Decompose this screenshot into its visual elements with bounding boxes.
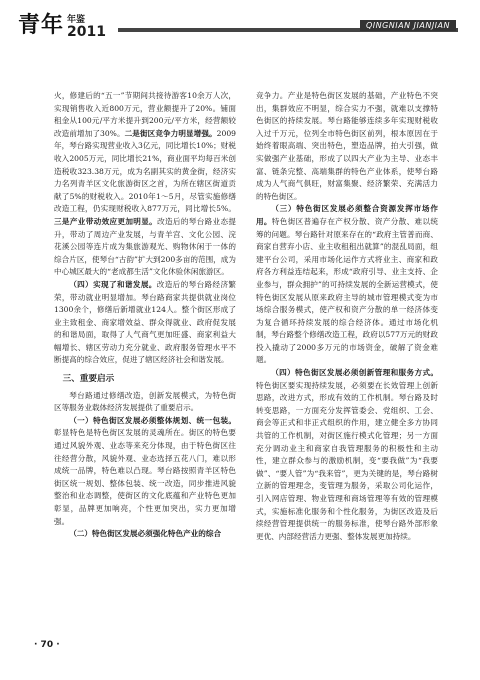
text: 彰显特色是特色街区发展的灵魂所在。街区的特色要通过风貌外观、业态等来充分体现，由于特色街区往往经营分散，风貌外观、业态选择五花八门，难以形成统一品牌，特色难以凸现。琴台路按照青羊区特色街区统一规划、整体包装、统一改造，同步推进风貌整治和业态调整，使街区的文化底蕴和产业特色更加彰显，品牌更加响亮，个性更加突出，实力更加增强。 — [54, 428, 236, 526]
text: 改造后的琴台路业态提升，带动了周边产业发展，与青羊宫、文化公园、浣花溪公园等连片成为集旅游观光、购物休闲于一体的综合片区，使琴台“古韵”扩大到200多亩的范围，成为中心城区最大的“老成都生活”文化休验休闲旅游区。 — [54, 216, 237, 277]
paragraph — [54, 279, 236, 367]
logo-sub — [67, 16, 106, 39]
logo-sub-top: 年鉴 — [67, 15, 86, 25]
subheading: （一）特色街区发展必须整体规划、统一包装。 — [69, 415, 236, 425]
paragraph: 竞争力。产业是特色街区发展的基础，产业特色不突出，集群效应不明显，综合实力不强，就难以支撑特色街区的持续发展。琴台路能够连续多年实现财税收入过千万元，位列全市特色街区前列，根本原因在于始终着眼高端、突出特色，塑造品牌，拍大引强，做实做强产业基础，形成了以四大产业为主导、业态丰富、链条完整、高端集群的特色产业体系，使琴台路成为人气商气俱旺，财富集聚、经济繁荣、充满活力的特色街区。 — [256, 91, 438, 201]
subheading: （三）特色街区发展必须整合资源发挥市场作用。 — [256, 204, 438, 226]
subheading: （四）实现了和谐发展。 — [69, 279, 157, 289]
text: 火，修建后的“五一”节期间共接待游客10余万人次，实现销售收入近800万元，营业额提升了20%。铺面租金从100元/平方米提升到200元/平方米，经营额较改造前增加了30%。 — [54, 91, 236, 138]
text: 2009年，琴台路实现营业收入3亿元，同比增长10%；财税收入2005万元，同比增长21%，商业面平均每百米创造税收323.38万元，成为名副其实的黄金街，经济实力名列青羊区文化旅游街区之首，为所在辖区街道贡献了5%的财税收入。2010年1～5月，尽管实施修缮改造工程，仍实现财税收入877万元，同比增长5%。 — [54, 128, 236, 214]
text: 改造后的琴台路经济繁荣，带动就业明显增加。琴台路商家共提供就业岗位1300余个，修缮后新增就业124人。整个街区形成了业主致租金、商家增效益、群众得就业、政府促发展的和谐局面，取得了人气商气更加旺盛、商家利益大幅增长、辖区劳动力充分就业、政府服务管理水平不断提高的综合效应，促进了辖区经济社会和谐发展。 — [54, 279, 237, 365]
page-number: · 70 · — [34, 640, 60, 650]
paragraph — [256, 367, 438, 543]
paragraph — [54, 415, 236, 528]
right-column — [256, 90, 438, 543]
subheading: （二）特色街区发展必须强化特色产业的综合 — [69, 529, 222, 539]
page-header — [0, 0, 480, 48]
text: 特色街区要实现持续发展，必须要在长效管理上创新思路，改进方式，形成有效的工作机制。琴台路及时转变思路，一方面充分发挥管委会、党组织、工会、商会等正式和非正式组织的作用，建立健全多方协同共管的工作机制，对街区施行模式化管理；另一方面充分调动业主和商家自我管理服务的积极性和主动性，建立群众参与的激励机制，变“要我做”为“我要做”、“要人管”为“我来管”，更为关键的是，琴台路树立新的管理理念，变管理为服务，采取公司化运作，引入网店管理、物业管理和商场管理等有效的管理模式，实施标准化服务和个性化服务，为街区改造及后续经营管理提供统一的服务标准，使琴台路外部形象更优、内部经营活力更强、整体发展更加持续。 — [256, 380, 438, 541]
left-column — [54, 90, 236, 541]
yearbook-logo — [18, 8, 106, 39]
paragraph — [54, 90, 236, 279]
header-tag: QINGNIAN JIANJIAN — [360, 20, 456, 31]
text: 特色街区普遍存在产权分散、资产分散、难以统筹的问题。琴台路针对原来存在的“政府主管普而商、商家自营弃小店、业主收租租出就算”的混乱局面，组建平台公司，采用市场化运作方式将业主、商家和政府各方利益连结起来，形成“政府引导、业主支持、企业参与，群众拥护”的可持续发展的全新运营模式，使特色街区发展从原来政府主导的城市管理模式变为市场综合服务模式，使产权和资产分散的单一经济体变为复合循环持续发展的综合经济体。通过市场化机制，琴台路整个修缮改造工程，政府以577万元的财政投入撬动了2000多万元的市场资金，破解了资金难题。 — [256, 216, 439, 365]
subheading: （四）特色街区发展必须创新管理和服务方式。 — [271, 368, 438, 378]
logo-main-text: 青年 — [18, 12, 65, 38]
bold-lead: 三是产业带动效应更加明显。 — [54, 216, 158, 226]
paragraph — [256, 203, 438, 367]
logo-year: 2011 — [67, 24, 106, 40]
bold-lead: 二是街区竞争力明显增强。 — [124, 128, 217, 138]
section-heading: 三、重要启示 — [62, 374, 115, 385]
paragraph: 琴台路通过修缮改造，创新发展模式，为特色街区等服务业载体经济发展提供了重要启示。 — [54, 390, 236, 413]
